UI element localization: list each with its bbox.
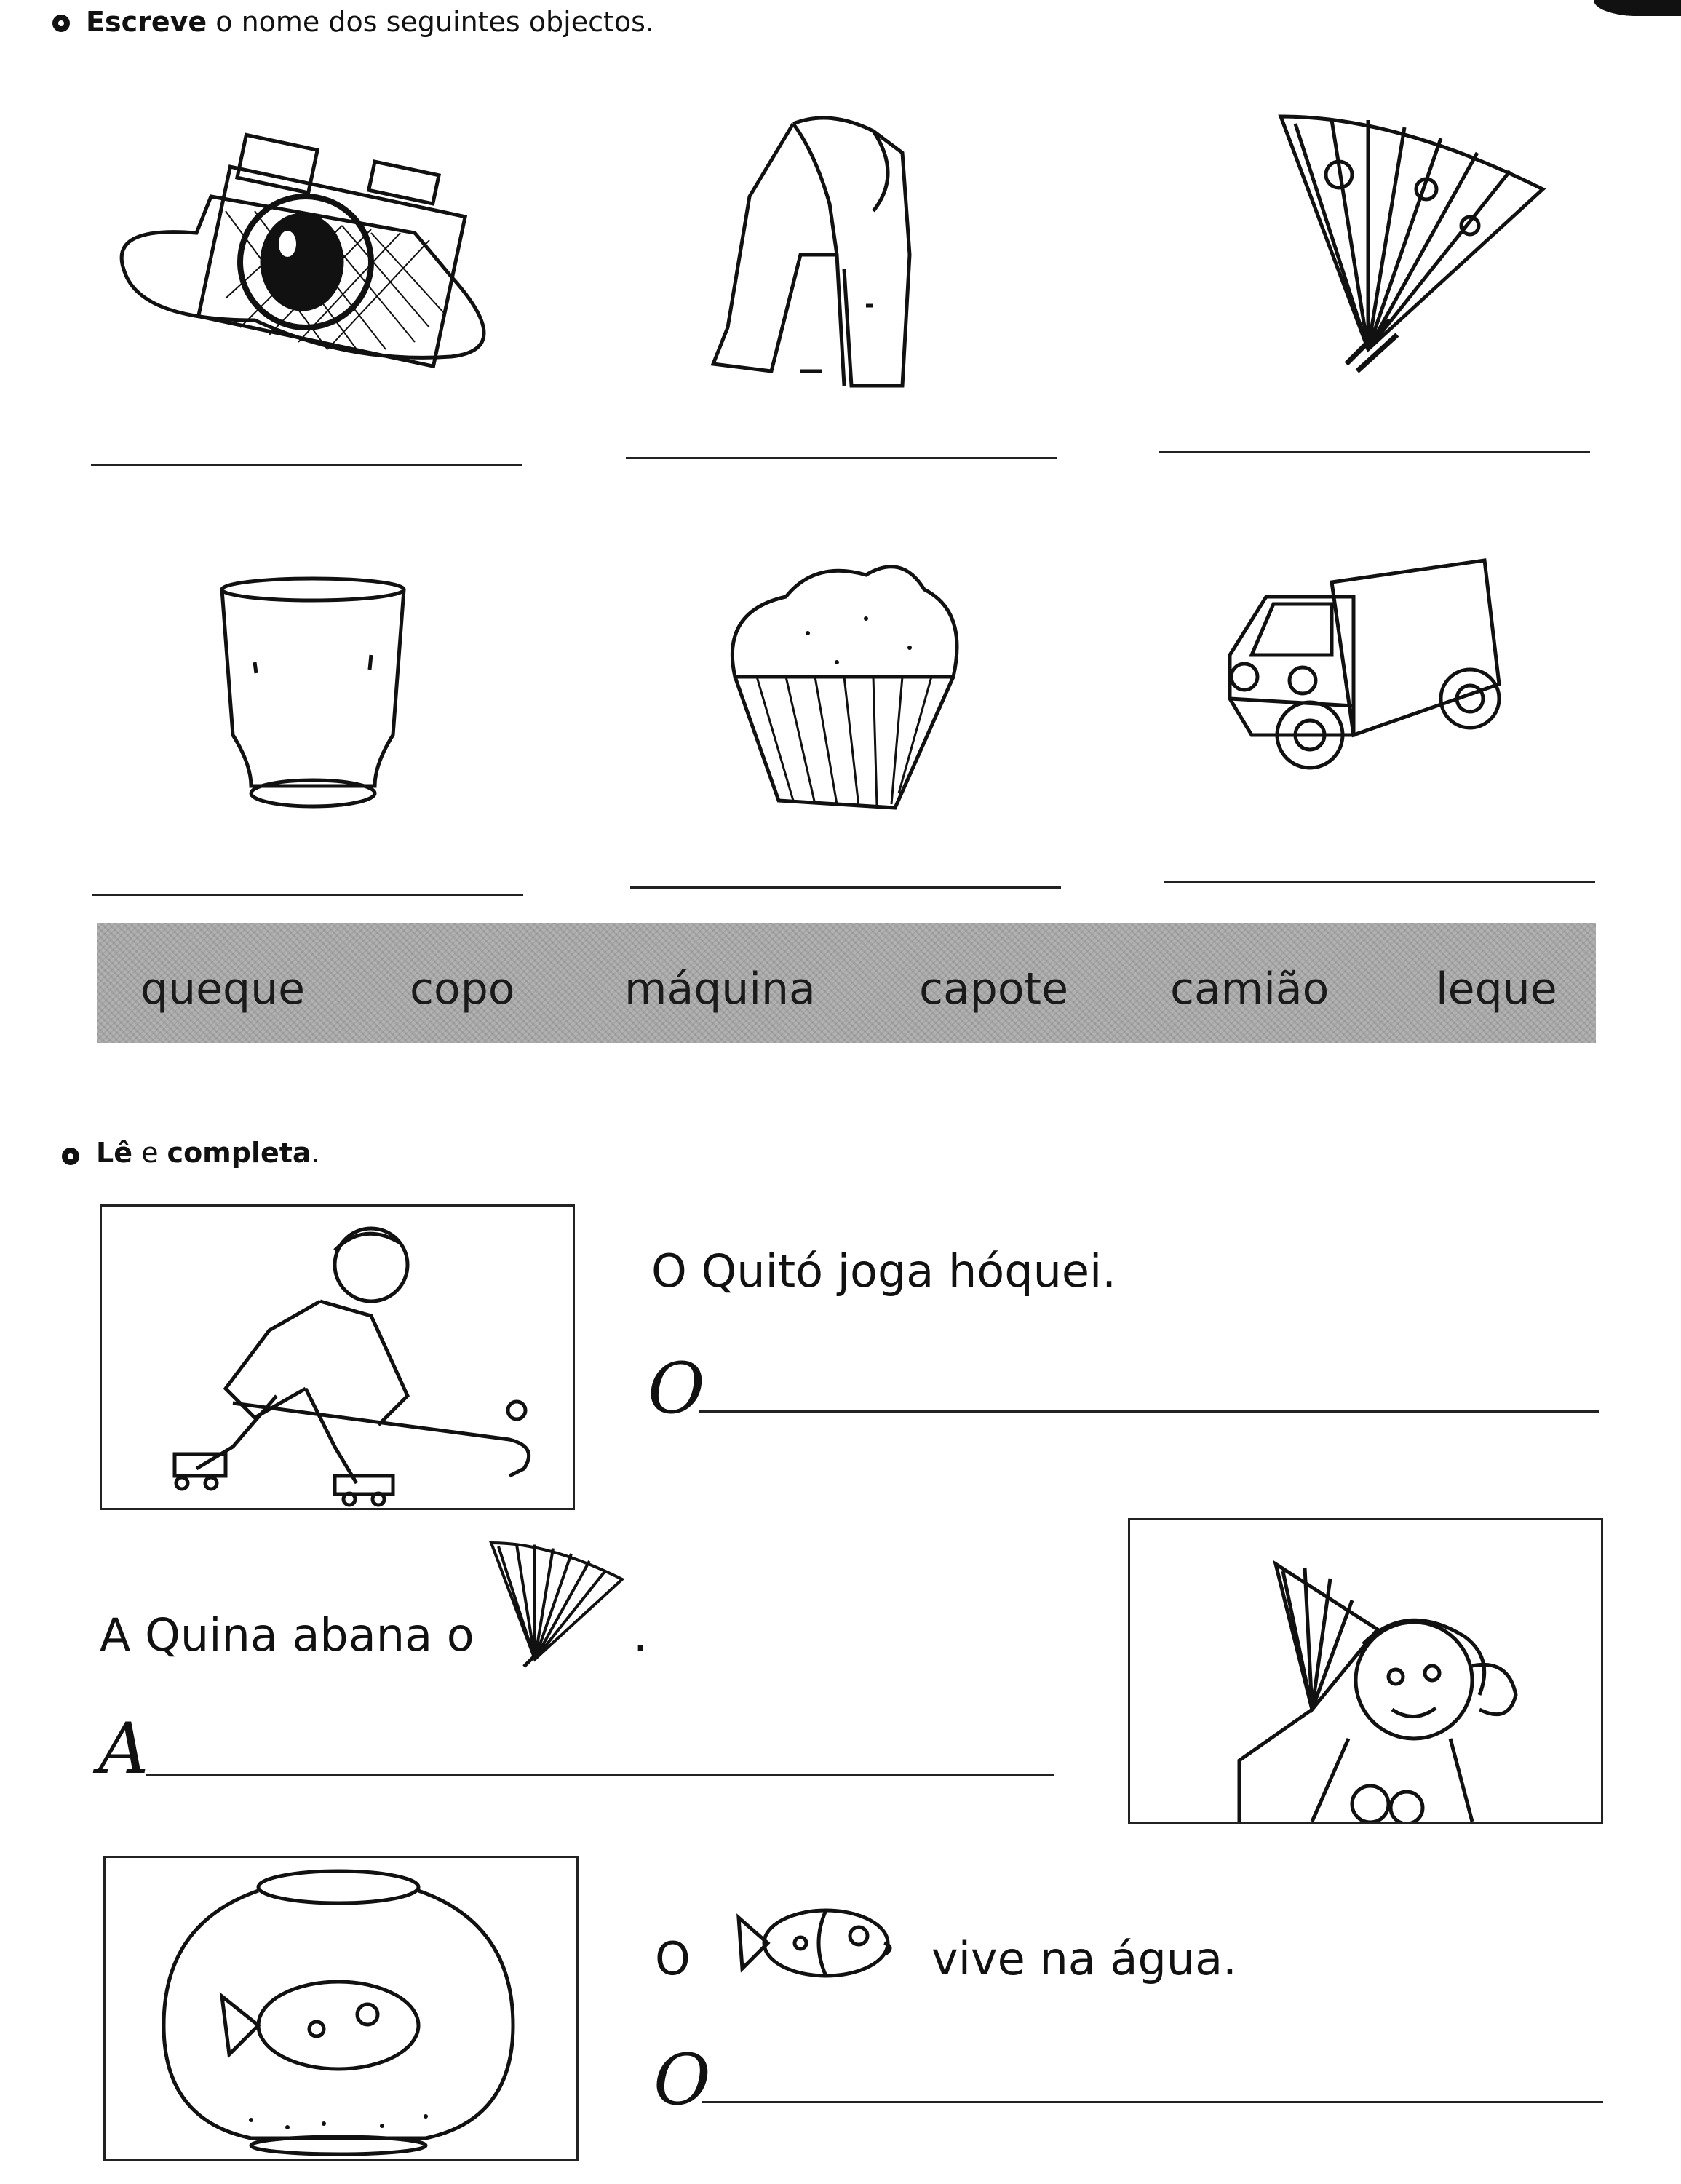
sentence-2: A Quina abana o	[100, 1608, 474, 1661]
word-bank-item: máquina	[624, 964, 816, 1014]
sentence-1: O Quitó joga hóquei.	[651, 1244, 1116, 1298]
word-bank	[97, 923, 1596, 1043]
word-bank-item: queque	[140, 964, 306, 1014]
start-letter-2: A	[98, 1708, 149, 1790]
hockey-player-icon	[102, 1207, 573, 1508]
glass-icon	[211, 575, 415, 815]
writing-line-3[interactable]	[702, 2101, 1603, 2103]
word-bank-item: capote	[919, 964, 1068, 1014]
corner-ink-mark	[1594, 0, 1681, 16]
word-bank-item: copo	[410, 964, 515, 1014]
answer-line	[1159, 451, 1590, 453]
sentence-3-end: vive na água.	[931, 1932, 1237, 1985]
instruction-1: Escreve o nome dos seguintes objectos.	[86, 6, 655, 38]
girl-with-fan-picture	[1128, 1518, 1603, 1824]
sentence-3: O	[655, 1932, 691, 1985]
hockey-player-picture	[100, 1204, 575, 1510]
word-bank-item: leque	[1436, 964, 1557, 1014]
answer-line	[92, 894, 523, 896]
start-letter-1: O	[648, 1348, 705, 1429]
fan-icon	[473, 1536, 633, 1674]
word-bank-item: camião	[1170, 964, 1330, 1014]
coat-icon	[684, 109, 975, 400]
fan-icon	[1252, 102, 1557, 378]
answer-line	[1164, 881, 1595, 883]
instruction-2: Lê e completa.	[96, 1137, 320, 1169]
writing-line-1[interactable]	[699, 1410, 1599, 1413]
truck-icon	[1208, 553, 1514, 801]
sentence-2-end: .	[633, 1608, 648, 1661]
bullet-icon	[52, 15, 70, 32]
fish-icon	[731, 1892, 902, 1987]
answer-line	[630, 886, 1061, 889]
writing-line-2[interactable]	[146, 1774, 1054, 1776]
answer-line	[91, 464, 522, 466]
girl-fan-icon	[1130, 1520, 1601, 1822]
camera-icon	[109, 109, 488, 386]
start-letter-3: O	[653, 2039, 711, 2121]
fishbowl-icon	[106, 1858, 576, 2159]
bullet-icon	[62, 1148, 79, 1165]
answer-line	[626, 457, 1057, 459]
cupcake-icon	[720, 553, 968, 815]
fishbowl-picture	[103, 1856, 579, 2161]
